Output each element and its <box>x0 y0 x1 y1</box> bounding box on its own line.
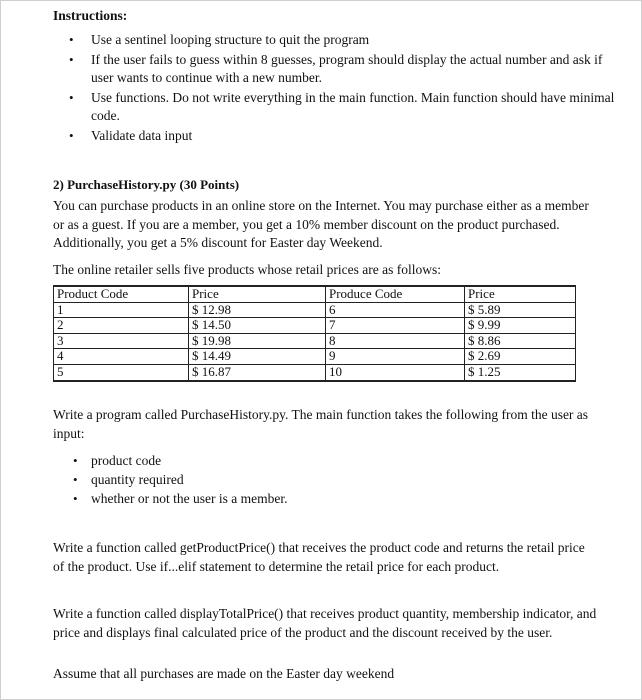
bullet-icon: • <box>69 32 74 47</box>
list-item: • quantity required <box>73 472 184 487</box>
column-header: Product Code <box>54 286 189 302</box>
inputs-list <box>63 451 463 508</box>
list-item: • Use functions. Do not write everything in the main function. Main function should have minimal code. <box>69 89 615 123</box>
table-row <box>54 318 576 334</box>
table-cell: $ 12.98 <box>189 302 326 318</box>
table-row <box>54 302 576 318</box>
bullet-icon: • <box>69 127 74 143</box>
main-function-paragraph: Write a program called PurchaseHistory.py. The main function takes the following from the user as input: <box>53 407 589 441</box>
bullet-icon: • <box>69 51 74 67</box>
table-cell: $ 1.25 <box>465 364 576 380</box>
table-cell: $ 5.89 <box>465 302 576 318</box>
table-cell: 6 <box>326 302 465 318</box>
table-cell: 1 <box>54 302 189 318</box>
get-price-paragraph: Write a function called getProductPrice() that receives the product code and returns the retail price of the product. Use if...elif statement to determine the retail price for each product. <box>53 540 585 574</box>
list-item: • whether or not the user is a member. <box>73 491 288 506</box>
bullet-icon: • <box>73 491 78 506</box>
column-header: Price <box>189 286 326 302</box>
table-cell: 10 <box>326 364 465 380</box>
table-cell: $ 8.86 <box>465 333 576 349</box>
bullet-icon: • <box>73 453 78 468</box>
column-header: Produce Code <box>326 286 465 302</box>
instructions-heading: Instructions: <box>53 8 128 23</box>
intro-paragraph: You can purchase products in an online store on the Internet. You may purchase either as a member or as a guest. If you are a member, you get a 10% member discount on the product purchased. Additionally, you get a 5% discount for Easter day Weekend. <box>53 198 589 250</box>
list-item: • If the user fails to guess within 8 guesses, program should display the actual number and ask if user wants to continue with a new number. <box>69 51 603 85</box>
table-cell: $ 14.50 <box>189 318 326 334</box>
table-cell: $ 9.99 <box>465 318 576 334</box>
list-item: • Use a sentinel looping structure to quit the program <box>63 31 623 50</box>
instructions-list <box>63 31 623 146</box>
table-cell: $ 2.69 <box>465 349 576 365</box>
table-cell: $ 16.87 <box>189 364 326 380</box>
display-total-paragraph: Write a function called displayTotalPrice() that receives product quantity, membership indicator, and price and displays final calculated price of the product and the discount received by the user. <box>53 606 597 640</box>
table-cell: 2 <box>54 318 189 334</box>
bullet-icon: • <box>73 472 78 487</box>
assumption-paragraph: Assume that all purchases are made on the Easter day weekend <box>53 666 395 681</box>
table-row <box>54 333 576 349</box>
price-table <box>53 285 576 382</box>
table-row <box>54 364 576 380</box>
table-cell: 3 <box>54 333 189 349</box>
section-title: 2) PurchaseHistory.py (30 Points) <box>53 177 240 192</box>
table-cell: 8 <box>326 333 465 349</box>
column-header: Price <box>465 286 576 302</box>
table-intro: The online retailer sells five products whose retail prices are as follows: <box>53 262 441 277</box>
bullet-icon: • <box>69 89 74 105</box>
list-item: • Validate data input <box>63 127 623 146</box>
table-cell: 7 <box>326 318 465 334</box>
table-row <box>54 349 576 365</box>
table-cell: $ 14.49 <box>189 349 326 365</box>
table-cell: 9 <box>326 349 465 365</box>
table-cell: 4 <box>54 349 189 365</box>
table-cell: 5 <box>54 364 189 380</box>
list-item: • product code <box>73 453 162 468</box>
table-cell: $ 19.98 <box>189 333 326 349</box>
table-header-row <box>54 286 576 302</box>
